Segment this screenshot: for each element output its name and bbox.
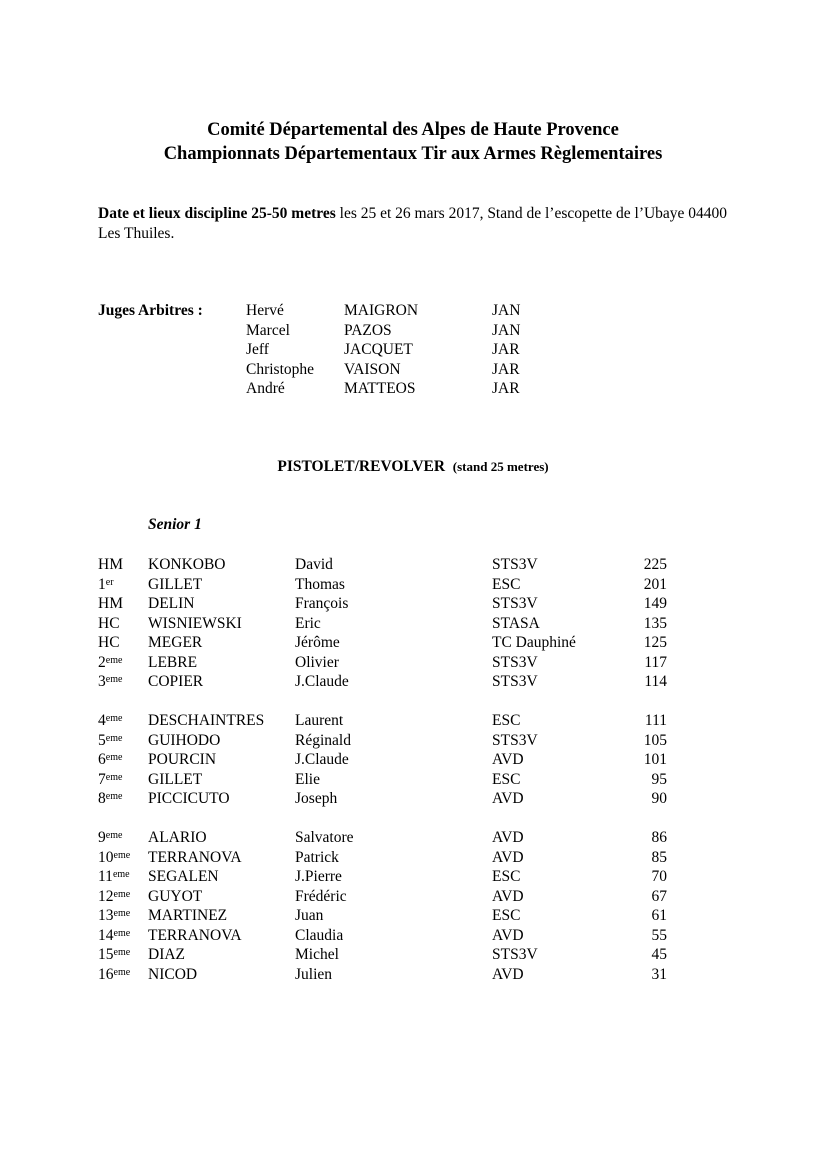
- result-rank-number: 9: [98, 829, 106, 846]
- result-rank: [98, 750, 122, 770]
- event-info-text: les 25 et 26 mars 2017, Stand de l’escopette de l’Ubaye 04400 Les Thuiles.: [98, 205, 728, 242]
- result-rank: [98, 945, 130, 965]
- result-rank-number: HC: [98, 614, 120, 632]
- result-first: Frédéric: [295, 887, 347, 905]
- judge-first: André: [246, 380, 285, 397]
- result-score: 55: [651, 926, 667, 944]
- result-rank: [98, 575, 114, 595]
- result-rank-number: 12: [98, 887, 114, 905]
- result-rank-number: 16: [98, 965, 114, 983]
- result-club: ESC: [492, 770, 521, 788]
- result-rank: [98, 887, 130, 907]
- judge-role: JAR: [492, 341, 520, 358]
- result-first: Patrick: [295, 848, 339, 866]
- result-rank: [98, 672, 122, 692]
- result-rank-number: 7: [98, 770, 106, 788]
- result-club: AVD: [492, 887, 524, 905]
- result-first: Eric: [295, 614, 321, 632]
- judge-first: Hervé: [246, 302, 284, 319]
- judge-last: JACQUET: [344, 341, 413, 358]
- result-rank-suffix: eme: [105, 771, 123, 783]
- result-score: 101: [643, 751, 667, 768]
- judge-first: Jeff: [246, 341, 269, 358]
- result-club: STS3V: [492, 653, 538, 671]
- result-first: Réginald: [295, 731, 351, 749]
- result-rank-suffix: eme: [105, 732, 123, 744]
- result-first: Joseph: [295, 790, 338, 807]
- result-score: 67: [651, 887, 667, 905]
- result-club: AVD: [492, 829, 524, 846]
- result-rank: [98, 731, 122, 751]
- result-first: Thomas: [295, 575, 345, 593]
- result-rank-suffix: eme: [112, 869, 130, 880]
- result-rank: [98, 633, 120, 653]
- result-score: 85: [651, 848, 667, 866]
- result-last: TERRANOVA: [148, 848, 242, 866]
- result-rank-suffix: eme: [105, 791, 123, 802]
- result-score: 135: [643, 614, 667, 632]
- section-subtitle: (stand 25 metres): [452, 459, 549, 474]
- result-score: 90: [651, 790, 667, 807]
- result-rank-number: HC: [98, 634, 120, 651]
- result-rank-suffix: eme: [105, 752, 123, 763]
- event-info: [98, 204, 738, 243]
- result-last: KONKOBO: [148, 556, 226, 573]
- document-title-line-2: Championnats Départementaux Tir aux Armes Règlementaires: [163, 144, 663, 164]
- result-rank: [98, 653, 122, 673]
- result-score: 70: [651, 868, 667, 885]
- judge-role: JAR: [492, 380, 520, 397]
- result-first: Jérôme: [295, 634, 340, 651]
- result-rank-number: 2: [98, 653, 106, 671]
- judge-last: PAZOS: [344, 321, 392, 339]
- result-rank-number: 1: [98, 575, 106, 593]
- result-rank: [98, 867, 130, 887]
- result-score: 225: [643, 556, 667, 573]
- result-club: STS3V: [492, 595, 538, 612]
- section-heading: [0, 458, 826, 476]
- result-last: GUIHODO: [148, 731, 221, 749]
- result-first: J.Pierre: [295, 868, 342, 885]
- judge-last: VAISON: [344, 360, 401, 378]
- result-first: Olivier: [295, 653, 339, 671]
- result-rank-suffix: eme: [105, 654, 123, 666]
- result-first: François: [295, 595, 349, 612]
- result-rank-number: 3: [98, 673, 106, 690]
- result-score: 111: [644, 712, 667, 729]
- result-rank: [98, 906, 130, 926]
- result-rank-number: 8: [98, 790, 106, 807]
- result-first: Michel: [295, 946, 339, 963]
- result-rank: [98, 594, 123, 614]
- result-club: AVD: [492, 965, 524, 983]
- judge-last: MAIGRON: [344, 302, 419, 319]
- result-club: ESC: [492, 868, 521, 885]
- result-first: Salvatore: [295, 829, 354, 846]
- result-first: Elie: [295, 770, 320, 788]
- result-club: AVD: [492, 926, 524, 944]
- result-score: 105: [643, 731, 667, 749]
- document-title-line-1: Comité Départemental des Alpes de Haute Provence: [207, 120, 619, 140]
- result-rank-suffix: eme: [113, 947, 131, 958]
- result-rank-number: 4: [98, 712, 106, 729]
- result-last: GUYOT: [148, 887, 203, 905]
- result-club: TC Dauphiné: [492, 634, 576, 651]
- result-score: 61: [651, 907, 667, 924]
- result-score: 95: [651, 770, 667, 788]
- result-club: STS3V: [492, 673, 538, 690]
- result-first: Claudia: [295, 926, 344, 944]
- result-score: 86: [651, 829, 667, 846]
- result-last: POURCIN: [148, 751, 217, 768]
- result-last: MEGER: [148, 634, 203, 651]
- result-score: 117: [644, 653, 667, 671]
- result-last: WISNIEWSKI: [148, 614, 242, 632]
- section-title: PISTOLET/REVOLVER: [277, 458, 446, 475]
- result-rank: [98, 965, 130, 985]
- result-rank-suffix: eme: [105, 713, 123, 724]
- result-rank-suffix: eme: [113, 849, 131, 861]
- result-last: COPIER: [148, 673, 204, 690]
- result-last: ALARIO: [148, 829, 207, 846]
- result-club: ESC: [492, 712, 521, 729]
- result-last: DESCHAINTRES: [148, 712, 265, 729]
- result-club: AVD: [492, 751, 524, 768]
- result-rank-number: 6: [98, 751, 106, 768]
- judge-role: JAN: [492, 302, 521, 319]
- result-score: 149: [643, 595, 667, 612]
- result-rank-number: 5: [98, 731, 106, 749]
- result-score: 125: [643, 634, 667, 651]
- result-rank-suffix: er: [105, 576, 114, 588]
- result-rank-suffix: eme: [113, 888, 131, 900]
- result-rank-suffix: eme: [113, 908, 131, 919]
- result-last: DIAZ: [148, 946, 186, 963]
- result-club: AVD: [492, 848, 524, 866]
- result-rank: [98, 828, 122, 848]
- result-score: 31: [651, 965, 667, 983]
- result-club: STASA: [492, 614, 540, 632]
- result-rank-number: HM: [98, 595, 123, 612]
- result-last: DELIN: [148, 595, 195, 612]
- result-rank: [98, 926, 130, 946]
- result-rank: [98, 614, 120, 634]
- result-club: ESC: [492, 907, 521, 924]
- result-first: J.Claude: [295, 673, 349, 690]
- judges-label: Juges Arbitres :: [98, 302, 203, 319]
- result-score: 45: [651, 946, 667, 963]
- result-last: NICOD: [148, 965, 198, 983]
- result-club: AVD: [492, 790, 524, 807]
- result-rank-suffix: eme: [105, 830, 123, 841]
- result-rank-number: 15: [98, 946, 114, 963]
- judge-role: JAR: [492, 360, 520, 378]
- judge-first: Christophe: [246, 360, 315, 378]
- result-rank-suffix: eme: [113, 966, 131, 978]
- result-last: GILLET: [148, 770, 203, 788]
- result-rank: [98, 711, 122, 731]
- result-score: 201: [643, 575, 667, 593]
- result-rank: [98, 770, 122, 790]
- event-info-label: Date et lieux discipline 25-50 metres: [98, 205, 336, 222]
- result-rank: [98, 848, 130, 868]
- result-rank-number: HM: [98, 556, 123, 573]
- result-score: 114: [644, 673, 667, 690]
- result-rank-suffix: eme: [113, 927, 131, 939]
- result-rank-number: 13: [98, 907, 114, 924]
- result-first: David: [295, 556, 333, 573]
- result-first: J.Claude: [295, 751, 349, 768]
- result-last: PICCICUTO: [148, 790, 230, 807]
- result-first: Juan: [295, 907, 324, 924]
- result-rank-number: 11: [98, 868, 113, 885]
- result-rank-suffix: eme: [105, 674, 123, 685]
- result-last: TERRANOVA: [148, 926, 242, 944]
- result-club: STS3V: [492, 946, 538, 963]
- result-club: ESC: [492, 575, 521, 593]
- result-rank-number: 14: [98, 926, 114, 944]
- result-rank: [98, 555, 123, 575]
- result-first: Laurent: [295, 712, 344, 729]
- judge-first: Marcel: [246, 321, 290, 339]
- result-last: MARTINEZ: [148, 907, 228, 924]
- category-title: Senior 1: [148, 516, 202, 533]
- result-rank: [98, 789, 122, 809]
- result-club: STS3V: [492, 556, 538, 573]
- result-club: STS3V: [492, 731, 538, 749]
- result-last: SEGALEN: [148, 868, 219, 885]
- result-first: Julien: [295, 965, 333, 983]
- result-last: GILLET: [148, 575, 203, 593]
- result-rank-number: 10: [98, 848, 114, 866]
- judge-last: MATTEOS: [344, 380, 416, 397]
- result-last: LEBRE: [148, 653, 198, 671]
- judge-role: JAN: [492, 321, 521, 339]
